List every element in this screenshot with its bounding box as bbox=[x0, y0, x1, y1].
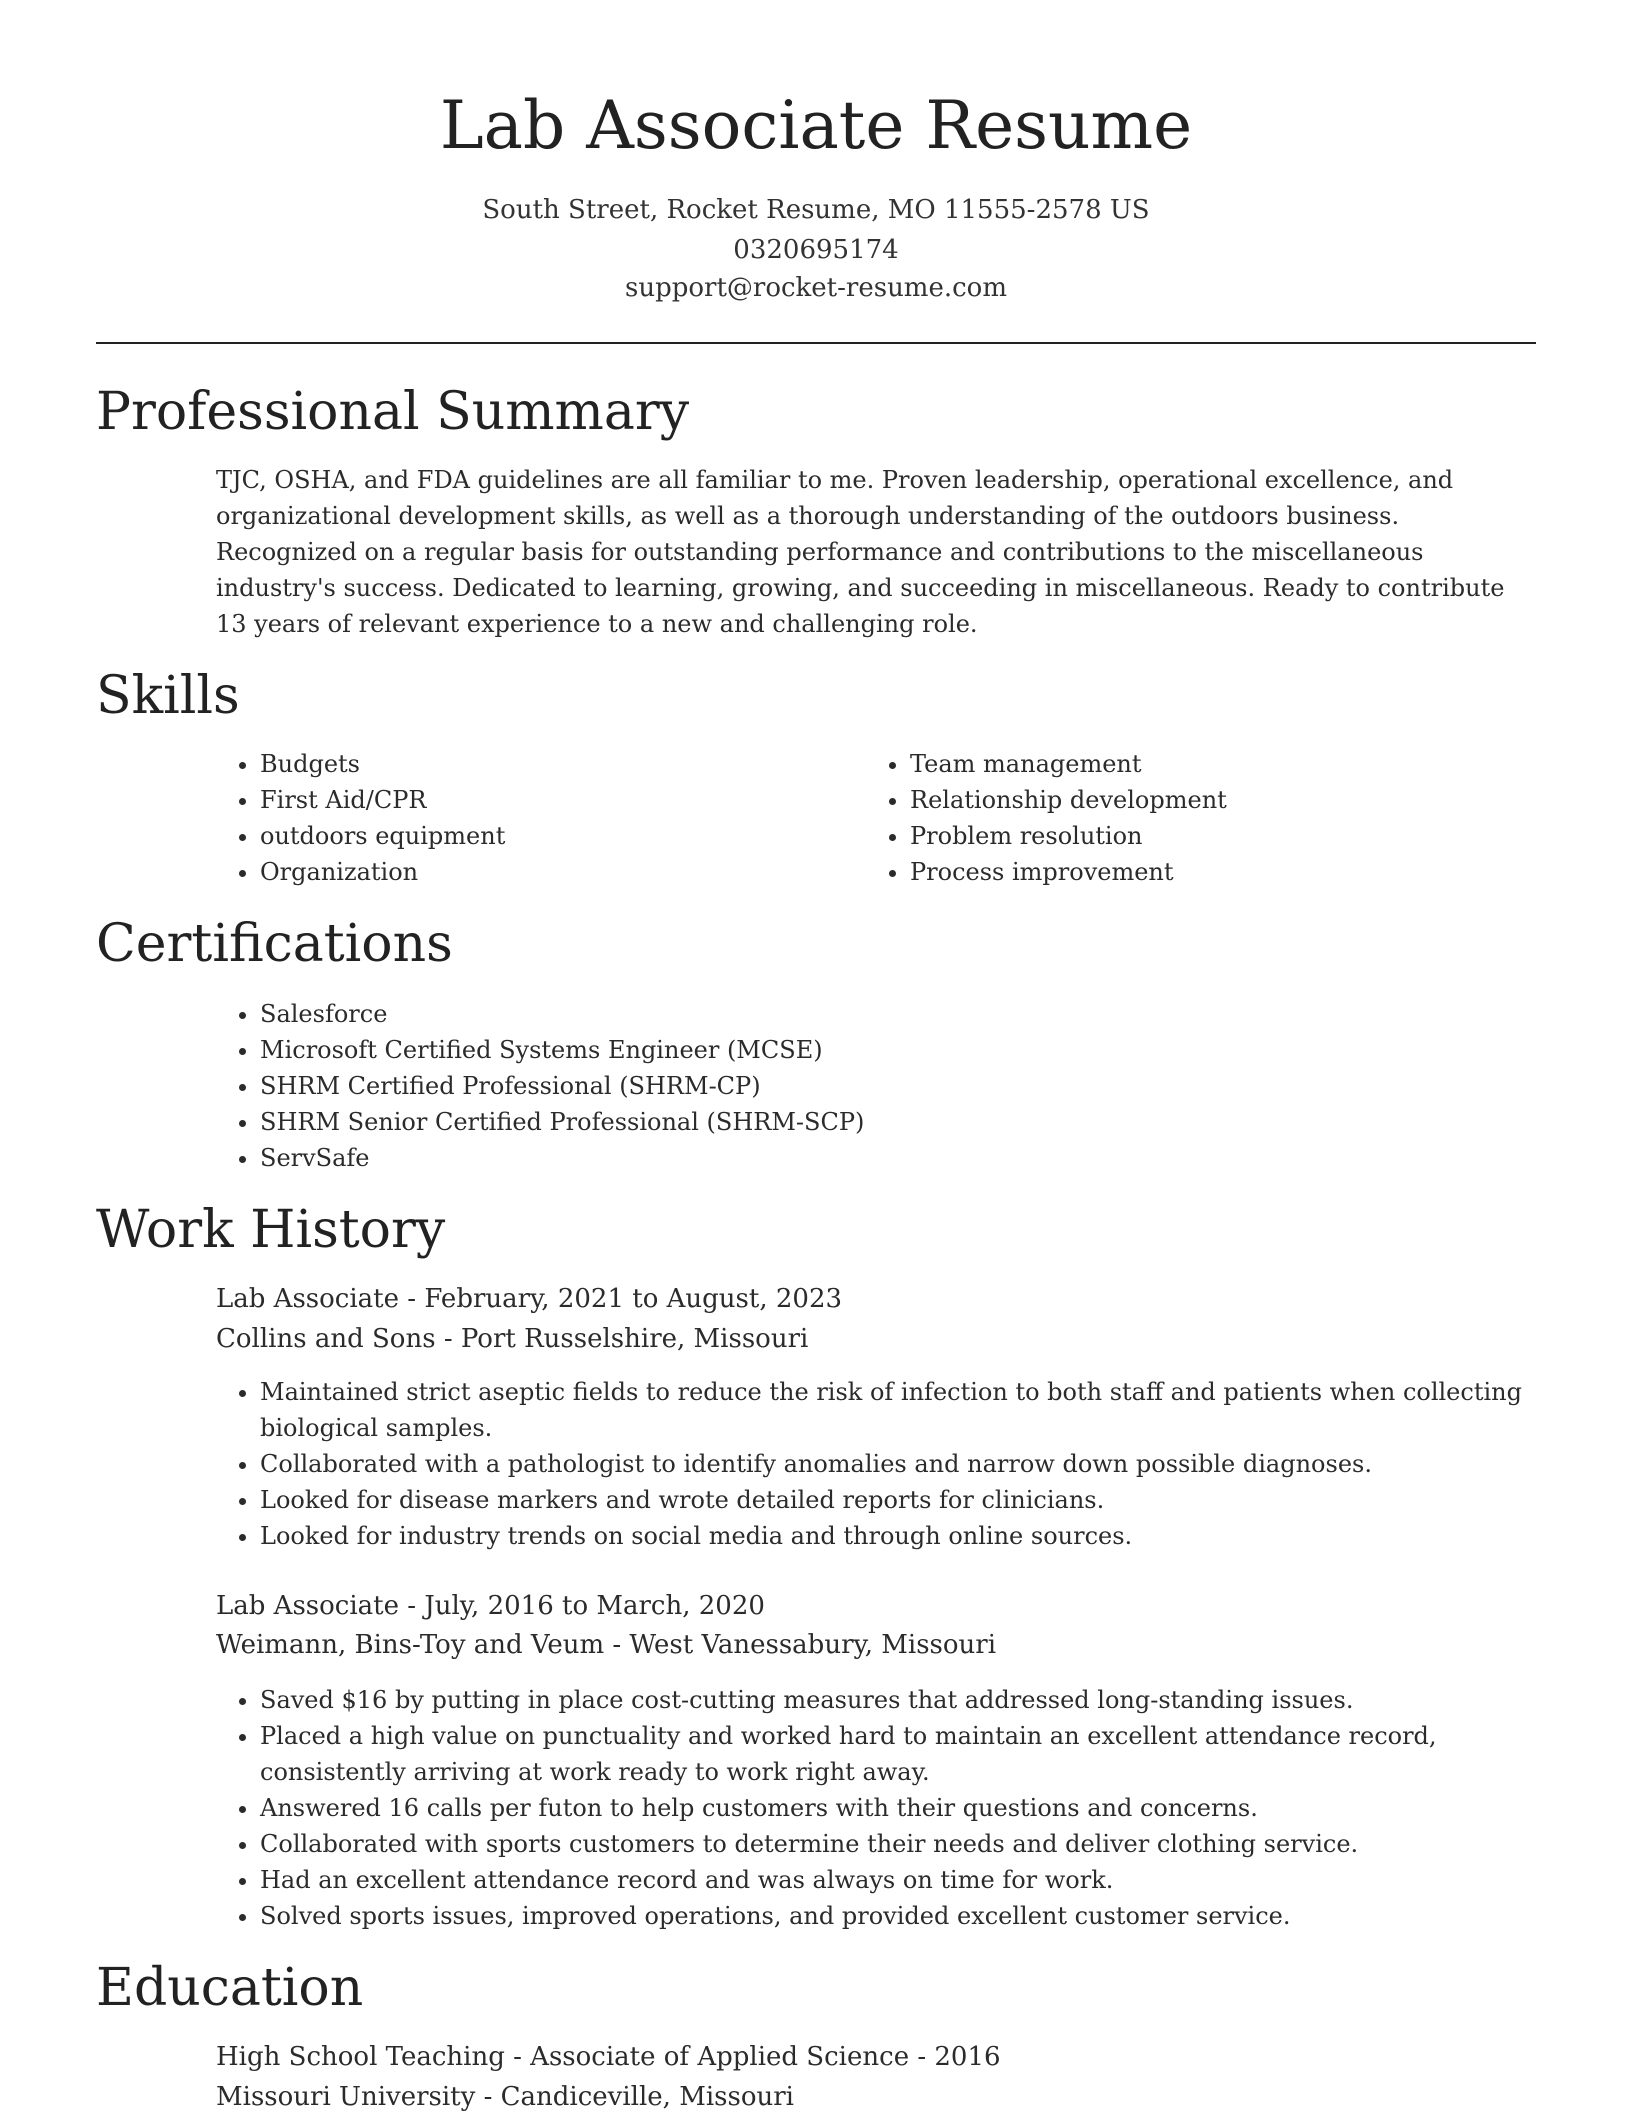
work-history-heading: Work History bbox=[96, 1200, 446, 1260]
education-degree: High School Teaching - Associate of Applied Science - 2016 bbox=[216, 2042, 1001, 2072]
job-bullets bbox=[216, 1374, 1560, 1554]
job-bullet: • Saved $16 by putting in place cost-cutting measures that addressed long-standing issues. bbox=[260, 1682, 1560, 1718]
summary-heading: Professional Summary bbox=[96, 382, 690, 442]
certification-item: • Microsoft Certified Systems Engineer (MCSE) bbox=[260, 1032, 1560, 1068]
contact-email: support@rocket-resume.com bbox=[624, 273, 1007, 303]
job-company: Collins and Sons - Port Russelshire, Missouri bbox=[216, 1324, 809, 1354]
skills-list-left bbox=[216, 746, 820, 890]
job-bullets bbox=[216, 1682, 1560, 1934]
job-bullet: • Looked for disease markers and wrote detailed reports for clinicians. bbox=[260, 1482, 1560, 1518]
resume-title: Lab Associate Resume bbox=[439, 87, 1193, 164]
certifications-heading: Certifications bbox=[96, 914, 453, 974]
certification-item: • SHRM Certified Professional (SHRM-CP) bbox=[260, 1068, 1560, 1104]
skill-item: • Organization bbox=[260, 854, 820, 890]
certification-item: • ServSafe bbox=[260, 1140, 1560, 1176]
certifications-list bbox=[216, 996, 1560, 1176]
job-bullet: • Placed a high value on punctuality and worked hard to maintain an excellent attendance record, consistently arriving at work ready to work right away. bbox=[260, 1718, 1560, 1790]
job-title: Lab Associate - July, 2016 to March, 2020 bbox=[216, 1591, 765, 1621]
certification-item: • SHRM Senior Certified Professional (SHRM-SCP) bbox=[260, 1104, 1560, 1140]
contact-phone: 0320695174 bbox=[733, 235, 899, 265]
skill-item: • Process improvement bbox=[910, 854, 1530, 890]
job-title: Lab Associate - February, 2021 to August, 2023 bbox=[216, 1284, 843, 1314]
skill-item: • Problem resolution bbox=[910, 818, 1530, 854]
skill-item: • First Aid/CPR bbox=[260, 782, 820, 818]
job-bullet: • Looked for industry trends on social media and through online sources. bbox=[260, 1518, 1560, 1554]
skills-list-right bbox=[866, 746, 1530, 890]
skills-heading: Skills bbox=[96, 666, 240, 726]
skill-item: • Budgets bbox=[260, 746, 820, 782]
job-bullet: • Collaborated with sports customers to determine their needs and deliver clothing service. bbox=[260, 1826, 1560, 1862]
contact-address: South Street, Rocket Resume, MO 11555-2578 US bbox=[482, 195, 1150, 225]
summary-text: TJC, OSHA, and FDA guidelines are all familiar to me. Proven leadership, operational excellence, and organizational development skills, as well as a thorough understanding of the outdoors business. Recognized on a regular basis for outstanding performance and contributions to the miscellaneous industry's success. Dedicated to learning, growing, and succeeding in miscellaneous. Ready to contribute 13 years of relevant experience to a new and challenging role. bbox=[216, 466, 1505, 638]
header-divider bbox=[96, 342, 1536, 344]
job-bullet: • Had an excellent attendance record and was always on time for work. bbox=[260, 1862, 1560, 1898]
skill-item: • Relationship development bbox=[910, 782, 1530, 818]
skill-item: • Team management bbox=[910, 746, 1530, 782]
job-bullet: • Solved sports issues, improved operations, and provided excellent customer service. bbox=[260, 1898, 1560, 1934]
job-company: Weimann, Bins-Toy and Veum - West Vanessabury, Missouri bbox=[216, 1630, 997, 1660]
job-bullet: • Maintained strict aseptic fields to reduce the risk of infection to both staff and patients when collecting biological samples. bbox=[260, 1374, 1560, 1446]
education-heading: Education bbox=[96, 1958, 364, 2018]
skill-item: • outdoors equipment bbox=[260, 818, 820, 854]
job-bullet: • Collaborated with a pathologist to identify anomalies and narrow down possible diagnoses. bbox=[260, 1446, 1560, 1482]
education-school: Missouri University - Candiceville, Missouri bbox=[216, 2082, 794, 2112]
job-bullet: • Answered 16 calls per futon to help customers with their questions and concerns. bbox=[260, 1790, 1560, 1826]
certification-item: • Salesforce bbox=[260, 996, 1560, 1032]
